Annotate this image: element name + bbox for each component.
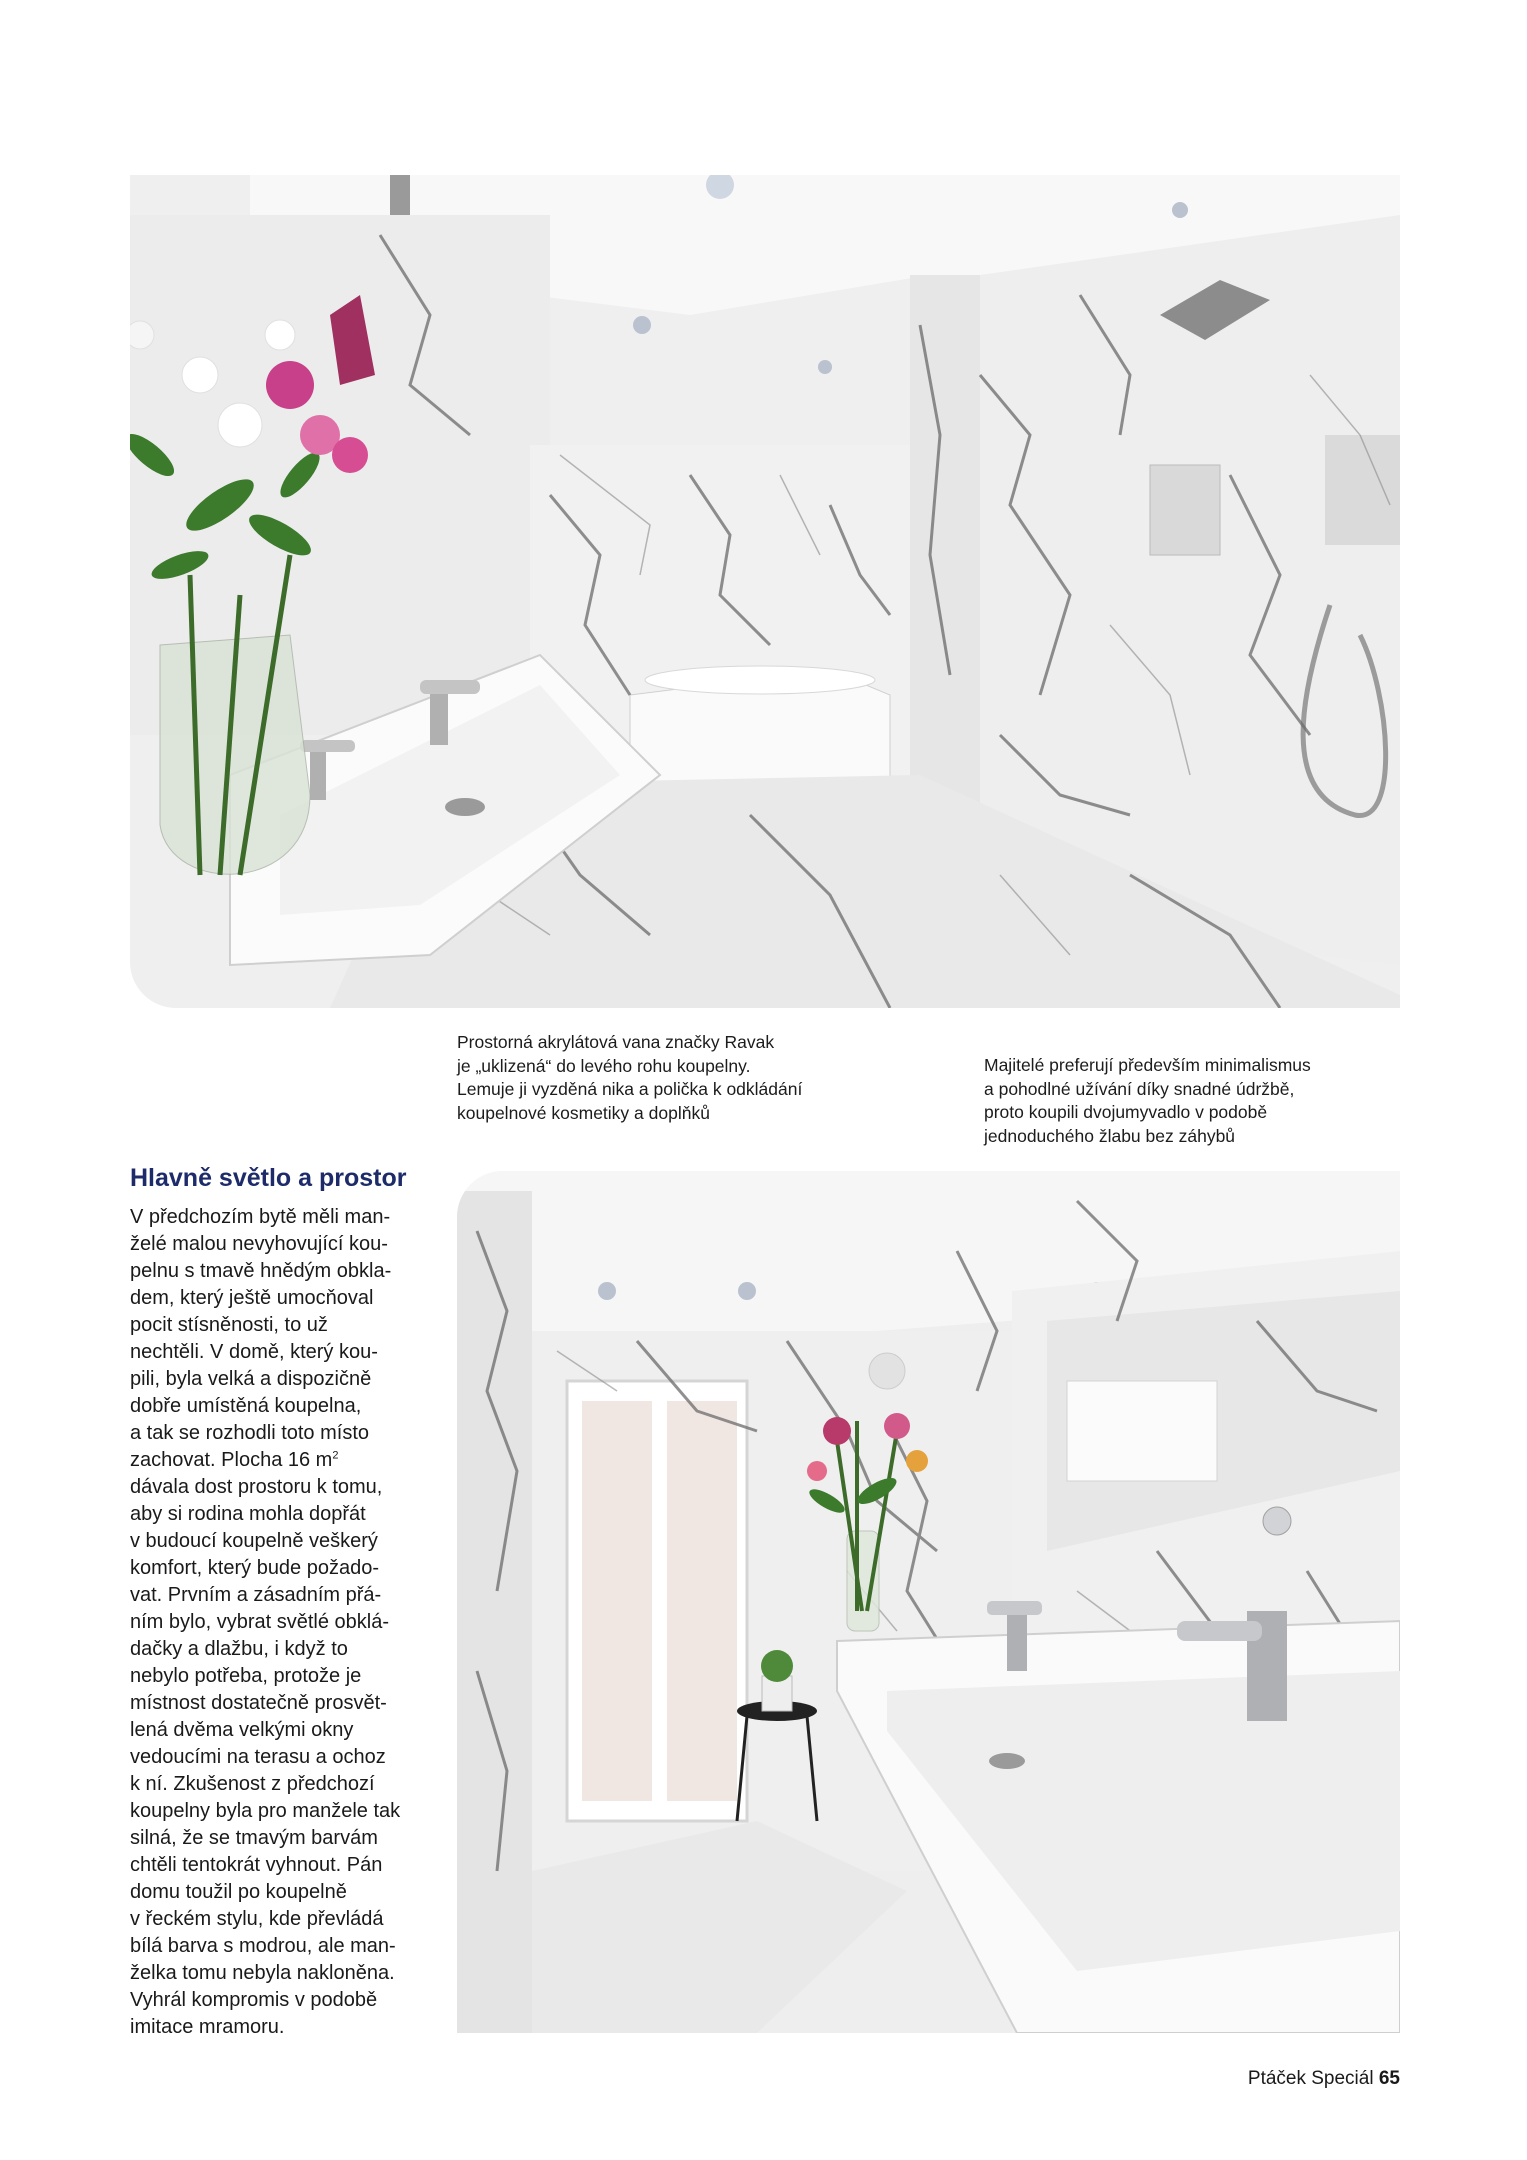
article-line: v řeckém stylu, kde převládá bbox=[130, 1908, 384, 1930]
article-line: v budoucí koupelně veškerý bbox=[130, 1530, 378, 1552]
article-line: želka tomu nebyla nakloněna. bbox=[130, 1962, 395, 1984]
article-line: dobře umístěná koupelna, bbox=[130, 1395, 362, 1417]
article-line: a tak se rozhodli toto místo bbox=[130, 1422, 370, 1444]
page-footer bbox=[1248, 2068, 1400, 2090]
article-line: Vyhrál kompromis v podobě bbox=[130, 1989, 378, 2011]
article-line: ním bylo, vybrat světlé obklá- bbox=[130, 1611, 389, 1633]
article-line: pocit stísněnosti, to už bbox=[130, 1314, 328, 1336]
article-line: zachovat. Plocha 16 m bbox=[130, 1449, 333, 1471]
article-line: vat. Prvním a zásadním přá- bbox=[130, 1584, 382, 1606]
article-body bbox=[130, 1204, 430, 2041]
article-line: vedoucími na terasu a ochoz bbox=[130, 1746, 386, 1768]
article-line: pili, byla velká a dispozičně bbox=[130, 1368, 372, 1390]
area-superscript: 2 bbox=[332, 1449, 339, 1462]
article-line: V předchozím bytě měli man- bbox=[130, 1206, 391, 1228]
article-line: komfort, který bude požado- bbox=[130, 1557, 380, 1579]
article-line: dávala dost prostoru k tomu, bbox=[130, 1476, 383, 1498]
article-line: aby si rodina mohla dopřát bbox=[130, 1503, 366, 1525]
article-line: dem, který ještě umocňoval bbox=[130, 1287, 374, 1309]
article-line: pelnu s tmavě hnědým obkla- bbox=[130, 1260, 392, 1282]
article-line: dačky a dlažbu, i když to bbox=[130, 1638, 348, 1660]
bathroom-photo-bathtub-image bbox=[130, 175, 1400, 1008]
article-line: místnost dostatečně prosvět- bbox=[130, 1692, 387, 1714]
article-line: nechtěli. V domě, který kou- bbox=[130, 1341, 378, 1363]
caption-sink: Majitelé preferují především minimalismus a pohodlné užívání díky snadné údržbě, proto koupili dvojumyvadlo v podobě jednoduchého žlabu bez záhybů bbox=[984, 1055, 1311, 1146]
article-line: bílá barva s modrou, ale man- bbox=[130, 1935, 396, 1957]
article-line: nebylo potřeba, protože je bbox=[130, 1665, 362, 1687]
article-line: želé malou nevyhovující kou- bbox=[130, 1233, 388, 1255]
bathroom-photo-bathtub bbox=[130, 175, 1400, 1008]
article-line: koupelny byla pro manžele tak bbox=[130, 1800, 401, 1822]
article-line: k ní. Zkušenost z předchozí bbox=[130, 1773, 375, 1795]
article-line: chtěli tentokrát vyhnout. Pán bbox=[130, 1854, 383, 1876]
article-line: domu toužil po koupelně bbox=[130, 1881, 347, 1903]
magazine-name: Ptáček Speciál bbox=[1247, 2068, 1374, 2089]
article-line: lená dvěma velkými okny bbox=[130, 1719, 354, 1741]
bathroom-photo-sink bbox=[457, 1171, 1400, 2033]
article-line: silná, že se tmavým barvám bbox=[130, 1827, 378, 1849]
article-line: imitace mramoru. bbox=[130, 2016, 285, 2038]
article-line-area bbox=[130, 1447, 430, 1474]
page-number: 65 bbox=[1378, 2068, 1400, 2089]
caption-bathtub: Prostorná akrylátová vana značky Ravak je „uklizená“ do levého rohu koupelny. Lemuje ji vyzděná nika a polička k odkládání koupelnové kosmetiky a doplňků bbox=[457, 1032, 803, 1123]
bathroom-photo-sink-image bbox=[457, 1171, 1400, 2033]
section-heading: Hlavně světlo a prostor bbox=[130, 1164, 407, 1192]
